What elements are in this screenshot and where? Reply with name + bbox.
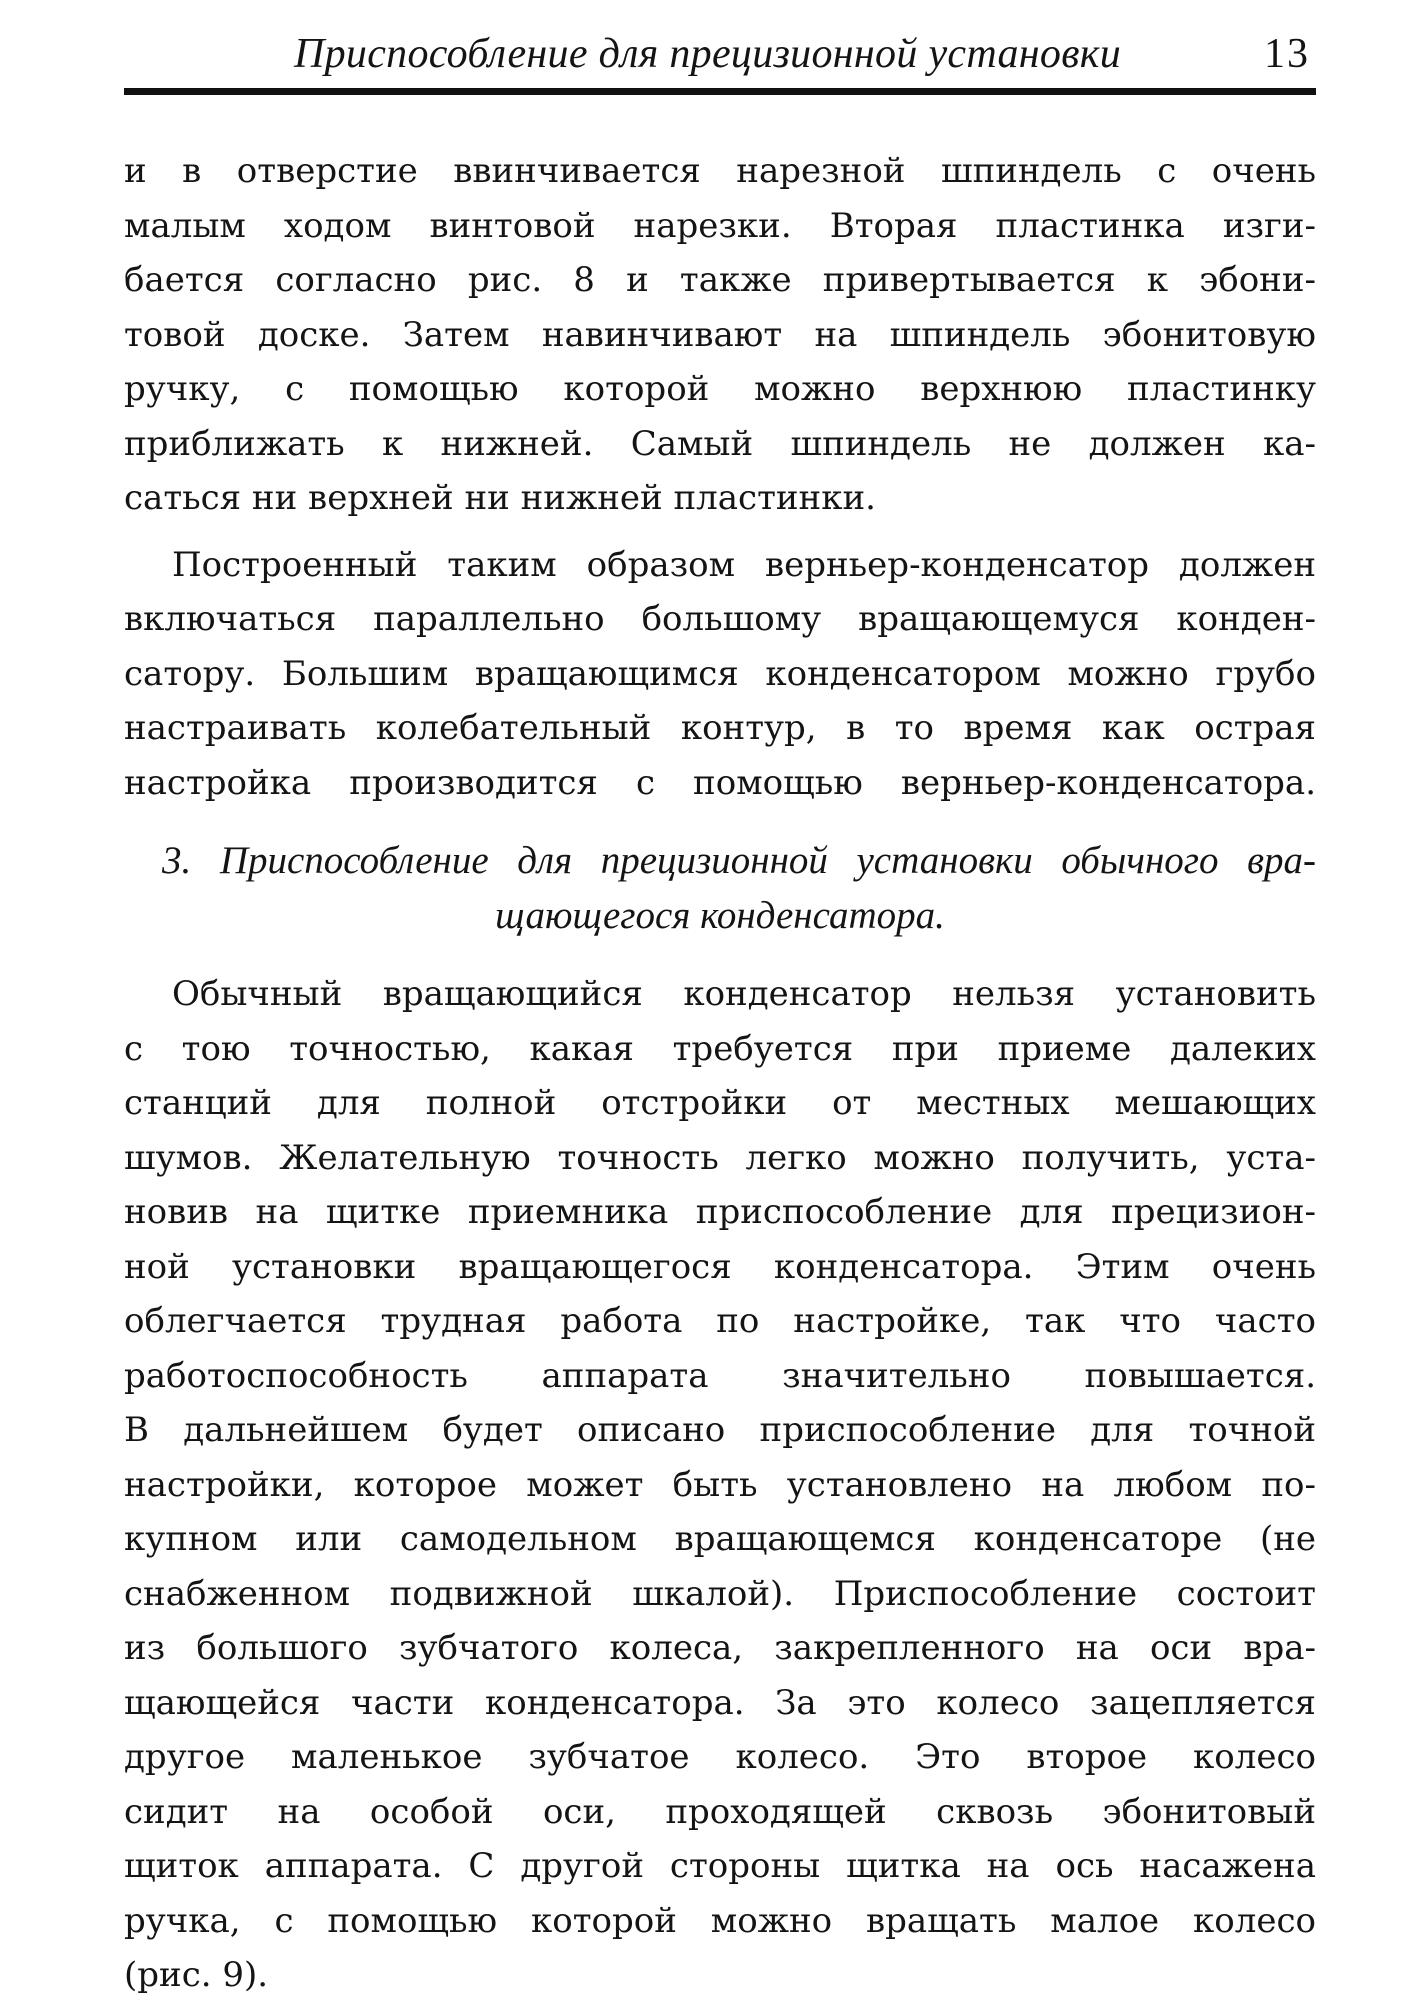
text-line: ручку, с помощью которой можно верхнюю пластинку bbox=[124, 369, 1316, 409]
text-line: щающейся части конденсатора. За это колесо зацепляется bbox=[124, 1682, 1316, 1723]
paragraph-3 bbox=[124, 967, 1316, 2003]
paragraph-2 bbox=[124, 538, 1316, 811]
text-line: товой доске. Затем навинчивают на шпиндель эбонитовую bbox=[124, 314, 1316, 355]
body-text bbox=[124, 144, 1316, 2003]
text-line: ручка, с помощью которой можно вращать малое колесо bbox=[124, 1900, 1316, 1941]
text-line: сидит на особой оси, проходящей сквозь эбонитовый bbox=[124, 1791, 1316, 1832]
text-line: с тою точностью, какая требуется при приеме далеких bbox=[124, 1028, 1316, 1069]
text-line: Построенный таким образом верньер-конденсатор должен bbox=[172, 544, 1316, 585]
text-line: щиток аппарата. С другой стороны щитка на ось насажена bbox=[124, 1846, 1316, 1886]
text-line: саться ни верхней ни нижней пластинки. bbox=[124, 478, 876, 518]
text-line: другое маленькое зубчатое колесо. Это второе колесо bbox=[124, 1737, 1316, 1777]
text-line: из большого зубчатого колеса, закрепленного на оси вра- bbox=[124, 1628, 1316, 1668]
page-number: 13 bbox=[1264, 31, 1310, 77]
text-line: и в отверстие ввинчивается нарезной шпиндель с очень bbox=[124, 151, 1316, 191]
running-title: Приспособление для прецизионной установки bbox=[294, 31, 1121, 77]
text-line: бается согласно рис. 8 и также привертывается к эбони- bbox=[124, 260, 1316, 300]
header-rule bbox=[124, 88, 1316, 95]
text-line: купном или самодельном вращающемся конденсаторе (не bbox=[124, 1519, 1316, 1559]
text-line: работоспособность аппарата значительно повышается. bbox=[124, 1355, 1316, 1396]
text-line: настройки, которое может быть установлено на любом по- bbox=[124, 1464, 1316, 1505]
text-line: Обычный вращающийся конденсатор нельзя установить bbox=[172, 974, 1316, 1014]
text-line: приближать к нижней. Самый шпиндель не должен ка- bbox=[124, 423, 1316, 464]
text-line: настройка производится с помощью верньер-конденсатора. bbox=[124, 762, 1316, 803]
text-line: ной установки вращающегося конденсатора. Этим очень bbox=[124, 1246, 1316, 1287]
section-heading bbox=[124, 834, 1316, 943]
running-header bbox=[124, 24, 1316, 84]
text-line: станций для полной отстройки от местных мешающих bbox=[124, 1083, 1316, 1123]
text-line: облегчается трудная работа по настройке, так что часто bbox=[124, 1301, 1316, 1341]
paragraph-1 bbox=[124, 144, 1316, 526]
text-line: В дальнейшем будет описано приспособление для точной bbox=[124, 1410, 1316, 1450]
text-line: сатору. Большим вращающимся конденсатором можно грубо bbox=[124, 653, 1316, 694]
text-line: (рис. 9). bbox=[124, 1955, 269, 1995]
text-line: снабженном подвижной шкалой). Приспособление состоит bbox=[124, 1573, 1316, 1614]
text-line: включаться параллельно большому вращающемуся конден- bbox=[124, 599, 1316, 639]
book-page bbox=[124, 0, 1316, 2000]
text-line: новив на щитке приемника приспособление для прецизион- bbox=[124, 1192, 1316, 1232]
heading-line: 3. Приспособление для прецизионной установки обычного вра- bbox=[162, 839, 1316, 882]
text-line: шумов. Желательную точность легко можно получить, уста- bbox=[124, 1137, 1316, 1178]
text-line: настраивать колебательный контур, в то время как острая bbox=[124, 708, 1316, 748]
heading-line: щающегося конденсатора. bbox=[495, 893, 945, 937]
text-line: малым ходом винтовой нарезки. Вторая пластинка изги- bbox=[124, 205, 1316, 246]
